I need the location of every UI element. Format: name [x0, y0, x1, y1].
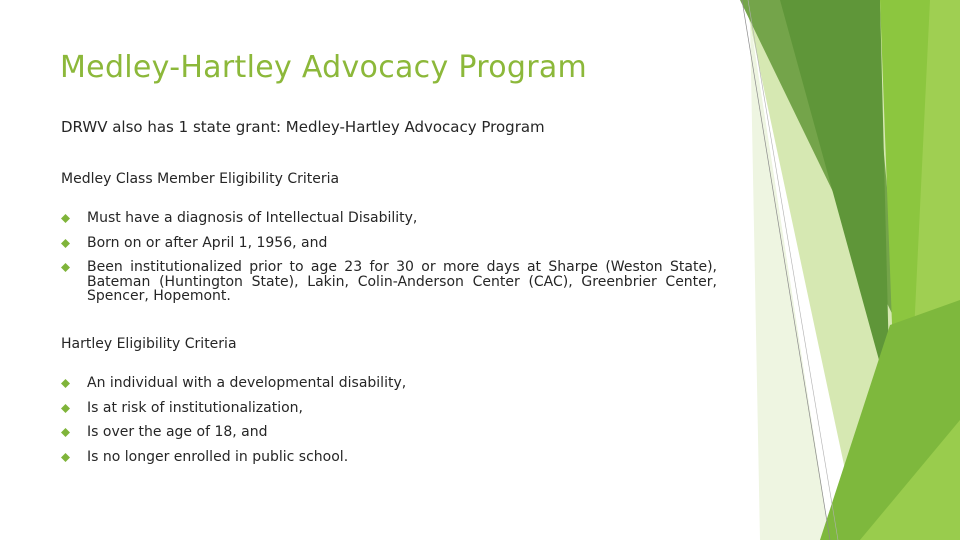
diamond-bullet-icon — [61, 379, 70, 388]
list-item-text: Must have a diagnosis of Intellectual Disability, — [87, 210, 418, 226]
hartley-heading: Hartley Eligibility Criteria — [61, 336, 237, 352]
list-item-text: Is no longer enrolled in public school. — [87, 448, 349, 465]
list-item — [61, 450, 717, 465]
hartley-criteria-list — [61, 376, 717, 474]
slide-title: Medley-Hartley Advocacy Program — [60, 50, 588, 85]
list-item — [61, 425, 717, 440]
diamond-bullet-icon — [61, 239, 70, 248]
list-item-text: Born on or after April 1, 1956, and — [87, 234, 328, 251]
list-item-text: Been institutionalized prior to age 23 for 30 or more days at Sharpe (Weston State), Bateman (Huntington State), Lakin, Colin-Anderson Center (CAC), Greenbrier Center, Spencer, Hopemont. — [87, 259, 717, 304]
medley-criteria-list — [61, 211, 717, 314]
list-item-text: Is at risk of institutionalization, — [87, 399, 304, 416]
subtitle: DRWV also has 1 state grant: Medley-Hartley Advocacy Program — [61, 118, 545, 136]
diamond-bullet-icon — [61, 404, 70, 413]
medley-heading: Medley Class Member Eligibility Criteria — [61, 171, 340, 187]
diamond-bullet-icon — [61, 263, 70, 272]
list-item-text: An individual with a developmental disability, — [87, 375, 407, 391]
list-item — [61, 376, 717, 391]
list-item — [61, 401, 717, 416]
list-item — [61, 211, 717, 226]
list-item — [61, 236, 717, 251]
diamond-bullet-icon — [61, 428, 70, 437]
list-item — [61, 260, 717, 304]
diamond-bullet-icon — [61, 214, 70, 223]
list-item-text: Is over the age of 18, and — [87, 424, 268, 440]
diamond-bullet-icon — [61, 453, 70, 462]
